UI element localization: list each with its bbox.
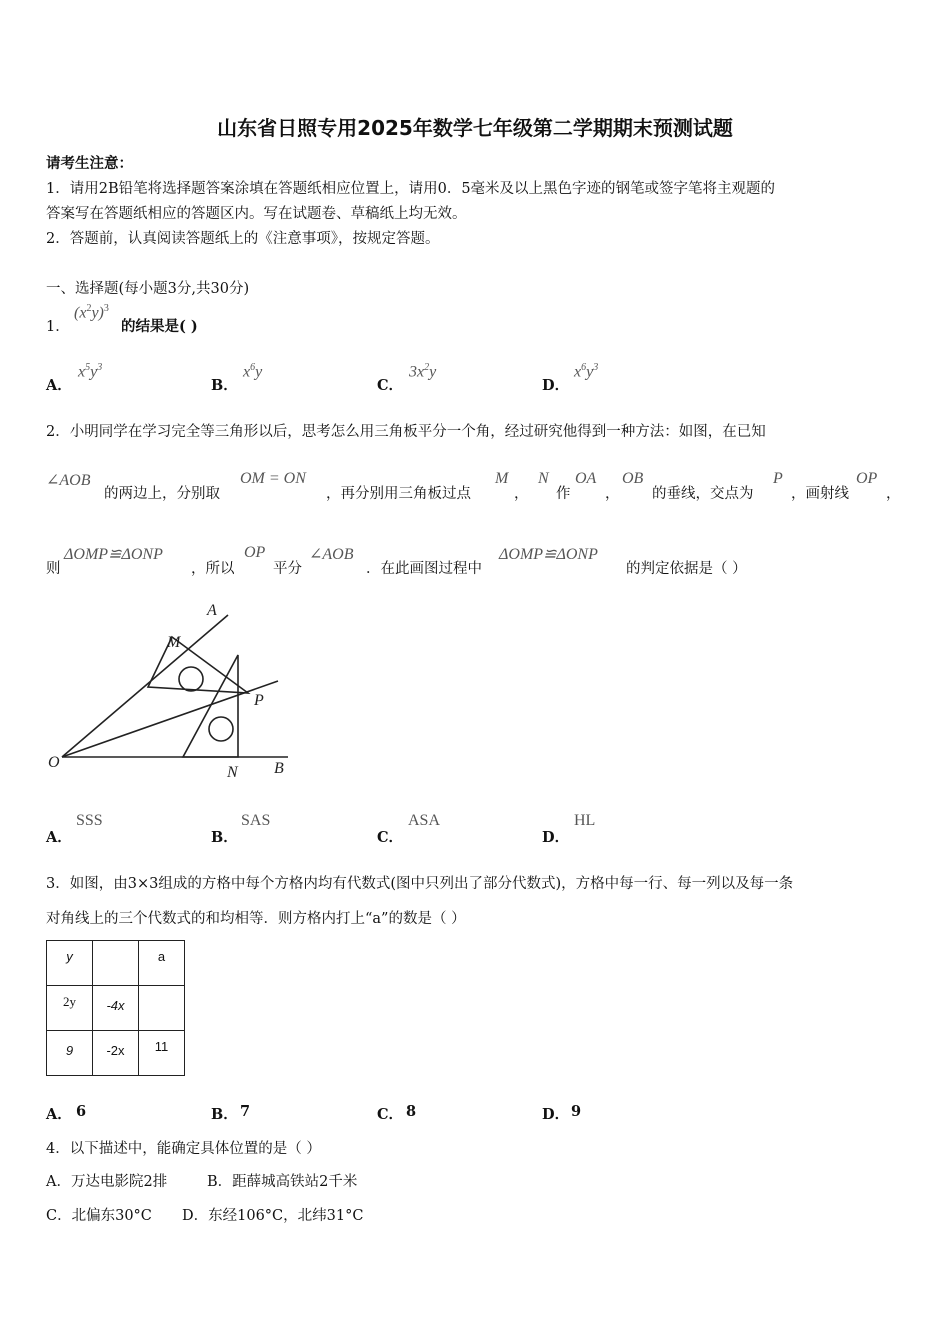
q2-point-m: M <box>495 470 509 487</box>
grid-cell: 9 <box>47 1031 93 1076</box>
q2-text-perpendicular: 的垂线，交点为 <box>652 486 754 502</box>
q2-option-b: SAS <box>241 812 271 829</box>
q2-ray-ob: OB <box>622 470 644 487</box>
q2-angle-aob: ∠AOB <box>46 472 91 489</box>
q2-ray-op-2: OP <box>244 544 266 561</box>
q2-line-1: 2．小明同学在学习完全等三角形以后，思考怎么用三角板平分一个角，经过研究他得到一种方法：如图，在已知 <box>46 424 766 440</box>
q4-option-d: D．东经106°C，北纬31°C <box>182 1208 364 1224</box>
grid-cell: a <box>139 941 185 986</box>
ruler-hole-1 <box>179 667 203 691</box>
q1-option-c-letter: C． <box>377 377 404 394</box>
ray-oa <box>62 615 228 757</box>
q1-option-a-letter: A． <box>46 377 72 394</box>
grid-cell <box>139 986 185 1031</box>
q2-option-a: SSS <box>76 812 103 829</box>
grid-cell <box>93 941 139 986</box>
q3-option-a-letter: A． <box>46 1106 72 1123</box>
q1-option-c: $3x^2y$ <box>409 362 437 381</box>
q2-text-then: 则 <box>46 561 61 577</box>
q4-line-1: 4．以下描述中，能确定具体位置的是（ ） <box>46 1141 321 1157</box>
q2-option-c-letter: C． <box>377 829 404 846</box>
q2-ray-op: OP <box>856 470 878 487</box>
q2-ray-oa: OA <box>575 470 597 487</box>
q1-option-b-letter: B． <box>211 377 238 394</box>
q3-option-d-letter: D． <box>542 1106 570 1123</box>
q2-point-n: N <box>538 470 549 487</box>
q3-line-2: 对角线上的三个代数式的和均相等．则方格内打上“a”的数是（ ） <box>46 911 466 927</box>
ruler-hole-2 <box>209 717 233 741</box>
q4-option-a: A．万达电影院2排 <box>46 1174 168 1190</box>
q1-expression: $(x^2y)^3$ <box>74 303 109 322</box>
q1-option-d-letter: D． <box>542 377 570 394</box>
q2-comma: ， <box>605 486 620 502</box>
label-n: N <box>227 764 238 781</box>
q2-option-d: HL <box>574 812 596 829</box>
grid-cell: -4x <box>93 986 139 1031</box>
q2-text-so: ，所以 <box>191 561 235 577</box>
q2-comma: ， <box>886 486 901 502</box>
q2-text-through-points: ，再分别用三角板过点 <box>326 486 471 502</box>
q2-option-d-letter: D． <box>542 829 570 846</box>
q2-option-b-letter: B． <box>211 829 238 846</box>
q2-text-draw-ray: ，画射线 <box>791 486 849 502</box>
label-p: P <box>254 692 264 709</box>
q3-option-c-letter: C． <box>377 1106 404 1123</box>
q3-option-c: 8 <box>406 1103 417 1120</box>
notice-line-1: 1．请用2B铅笔将选择题答案涂填在答题纸相应位置上，请用0．5毫米及以上黑色字迹的钢笔或签字笔将主观题的 <box>46 181 776 197</box>
q2-congruence-1: ΔOMP≌ΔONP <box>64 546 163 563</box>
grid-cell: -2x <box>93 1031 139 1076</box>
q3-option-b-letter: B． <box>211 1106 238 1123</box>
notice-heading: 请考生注意： <box>46 155 133 172</box>
q3-option-b: 7 <box>240 1103 251 1120</box>
triangle-ruler-2 <box>183 655 238 757</box>
q1-option-a: $x^5y^3$ <box>78 362 103 381</box>
q2-point-p: P <box>773 470 783 487</box>
label-o: O <box>48 754 60 771</box>
grid-cell: y <box>47 941 93 986</box>
grid-cell: 2y <box>47 986 93 1031</box>
q3-magic-square <box>46 940 185 1076</box>
notice-line-3: 2．答题前，认真阅读答题纸上的《注意事项》，按规定答题。 <box>46 231 440 247</box>
section-heading: 一、选择题(每小题3分,共30分) <box>46 281 250 297</box>
grid-row <box>47 941 185 986</box>
label-a: A <box>207 602 217 619</box>
grid-cell: 11 <box>139 1031 185 1076</box>
q2-text-process: ．在此画图过程中 <box>366 561 482 577</box>
page-title: 山东省日照专用2025年数学七年级第二学期期末预测试题 <box>217 116 733 140</box>
q4-option-b: B．距薛城高铁站2千米 <box>207 1174 358 1190</box>
q2-text-two-sides: 的两边上，分别取 <box>104 486 220 502</box>
q2-figure <box>40 595 300 785</box>
q2-option-a-letter: A． <box>46 829 72 846</box>
q2-comma: ， <box>514 486 529 502</box>
notice-line-2: 答案写在答题纸相应的答题区内。写在试题卷、草稿纸上均无效。 <box>46 206 467 222</box>
grid-row <box>47 1031 185 1076</box>
q1-number: 1． <box>46 319 70 335</box>
q2-om-eq-on: OM = ON <box>240 470 306 487</box>
q1-text: 的结果是( ) <box>121 318 198 335</box>
label-b: B <box>274 760 284 777</box>
q2-congruence-2: ΔOMP≌ΔONP <box>499 546 598 563</box>
q1-option-b: $x^6y$ <box>243 362 263 381</box>
q2-text-bisects: 平分 <box>273 561 302 577</box>
q2-text-draw: 作 <box>556 486 571 502</box>
q3-option-a: 6 <box>76 1103 87 1120</box>
grid-row <box>47 986 185 1031</box>
q2-option-c: ASA <box>408 812 441 829</box>
q3-line-1: 3．如图，由3×3组成的方格中每个方格内均有代数式(图中只列出了部分代数式)，方格中每一行、每一列以及每一条 <box>46 876 794 892</box>
label-m: M <box>167 634 181 651</box>
q1-option-d: $x^6y^3$ <box>574 362 599 381</box>
q2-text-basis: 的判定依据是（ ） <box>626 561 747 577</box>
q3-option-d: 9 <box>571 1103 582 1120</box>
q4-option-c: C．北偏东30°C <box>46 1208 152 1224</box>
q2-angle-aob-2: ∠AOB <box>309 546 354 563</box>
